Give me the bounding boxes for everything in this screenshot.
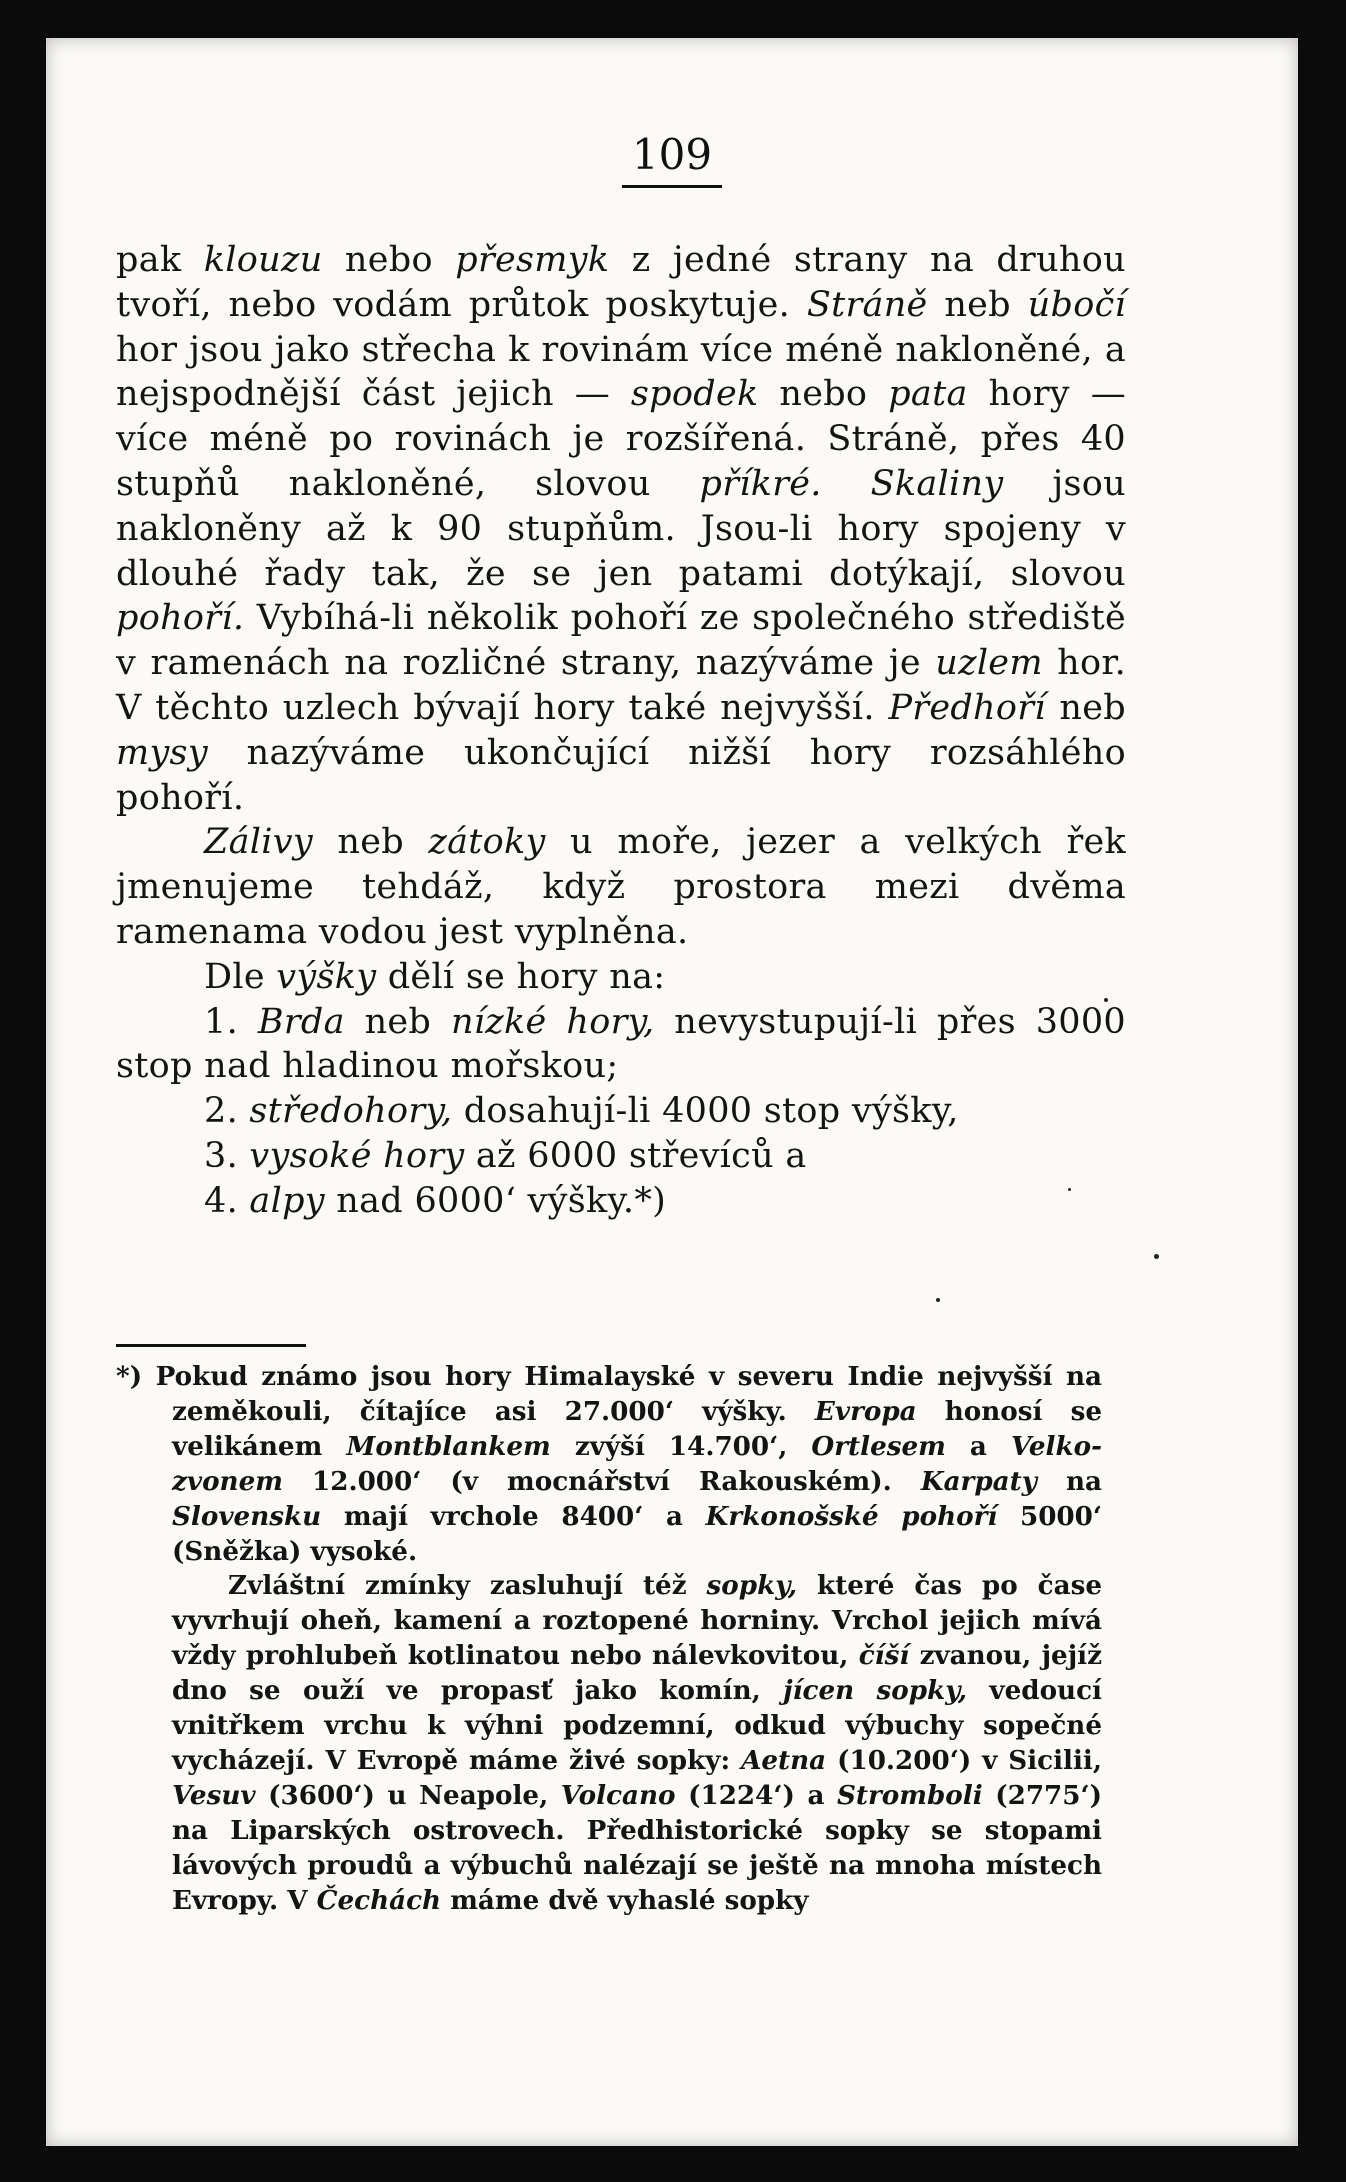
text-run: Zvláštní zmínky zasluhují též [228, 1570, 707, 1602]
text-run: neb [312, 822, 429, 863]
italic-term: Montblankem [346, 1430, 551, 1462]
text-run: nebo [322, 240, 456, 280]
text-run: 4. [204, 1180, 250, 1221]
text-run: máme dvě vyhaslé sopky [441, 1884, 809, 1916]
italic-term: výšky [276, 956, 377, 997]
text-run: 2. [204, 1091, 250, 1132]
italic-term: nízké hory, [450, 1001, 655, 1042]
text-run: Vybíhá-li několik pohoří ze společného střediště v ramenách na rozličné strany, nazýváme je [116, 598, 1126, 684]
text-run: (3600‘) u Neapole, [255, 1779, 561, 1811]
text-run: 5000‘ (Sněžka) vysoké. [172, 1500, 1102, 1567]
italic-term: číší [858, 1640, 910, 1672]
text-run: nebo [758, 374, 889, 415]
text-run: až 6000 střevíců a [464, 1135, 807, 1176]
text-run: a [945, 1430, 1011, 1462]
italic-term: přesmyk [455, 240, 610, 280]
italic-term: Volcano [560, 1779, 676, 1811]
main-text [116, 238, 1126, 1224]
italic-term: vysoké hory [249, 1135, 465, 1176]
text-run: neb [1045, 687, 1126, 728]
italic-term: klouzu [203, 240, 323, 280]
text-run: neb [344, 1001, 451, 1042]
text-run: pak [116, 240, 204, 280]
italic-term: Skaliny [870, 463, 1004, 504]
text-run: 3. [204, 1135, 250, 1176]
italic-term: příkré. [699, 463, 822, 504]
main-paragraph [116, 1089, 1126, 1134]
text-run: (10.200‘) v Sicilii, [826, 1744, 1102, 1776]
text-run: hor. V těchto uzlech bývají hory také nejvyšší. [116, 643, 1127, 728]
main-paragraph [116, 820, 1126, 954]
italic-term: Čechách [316, 1884, 442, 1916]
text-run: nevystupují-li přes 3000 stop nad hladinou mořskou; [116, 1001, 1126, 1087]
footnote-paragraph [116, 1360, 1103, 1569]
footnote-paragraph [172, 1569, 1102, 1918]
main-paragraph [116, 1134, 1126, 1179]
scan-speck [1068, 1188, 1071, 1191]
italic-term: spodek [630, 374, 759, 415]
italic-term: úbočí [1027, 284, 1126, 325]
text-run: zvýší 14.700‘, [550, 1430, 812, 1462]
scan-speck [1154, 1254, 1159, 1259]
text-run: mají vrchole 8400‘ a [321, 1500, 706, 1532]
italic-term: středohory, [249, 1091, 453, 1132]
text-run: honosí se velikánem [172, 1395, 1103, 1462]
italic-term: Evropa [814, 1395, 917, 1427]
italic-term: alpy [249, 1180, 325, 1221]
text-run [822, 464, 871, 504]
main-paragraph [116, 955, 1126, 1000]
italic-term: Zálivy [204, 822, 313, 863]
footnote-rule [116, 1344, 306, 1347]
text-run: nad 6000‘ výšky.*) [324, 1180, 667, 1221]
page-number-text: 109 [622, 130, 722, 188]
italic-term: Karpaty [920, 1465, 1037, 1497]
text-run: dosahují-li 4000 stop výšky, [452, 1091, 959, 1132]
italic-term: pohoří. [116, 598, 245, 639]
scan-speck [936, 1298, 940, 1302]
text-run: (2775‘) na Liparských ostrovech. Předhistorické sopky se stopami lávových proudů a výbuchů nalézají se ještě na mnoha místech Evropy. V [172, 1779, 1102, 1916]
text-run: hor jsou jako střecha k rovinám více méně nakloněné, a nejspodnější část jejich — [116, 329, 1126, 415]
text-run: dělí se hory na: [376, 956, 666, 997]
text-run: na [1036, 1465, 1103, 1497]
text-run: nazýváme ukončující nižší hory rozsáhlého pohoří. [116, 732, 1126, 818]
italic-term: Vesuv [172, 1779, 256, 1811]
italic-term: Brda [257, 1001, 345, 1042]
italic-term: zátoky [428, 822, 546, 863]
italic-term: sopky, [706, 1570, 798, 1602]
text-run: Dle [204, 956, 277, 997]
italic-term: Velko-zvonem [172, 1430, 1102, 1497]
text-run: které čas po čase vyvrhují oheň, kamení a roztopené horniny. Vrchol jejich mívá vždy prohlubeň kotlinatou nebo nálevkovitou, [172, 1570, 1102, 1672]
italic-term: Krkonošské pohoří [705, 1500, 998, 1532]
main-paragraph [116, 1179, 1126, 1224]
italic-term: Předhoří [888, 687, 1046, 728]
text-run: *) Pokud známo jsou hory Himalayské v severu Indie nejvyšší na zeměkouli, čítajíce asi 27.000‘ výšky. [116, 1361, 1102, 1427]
text-run: vedoucí vnitřkem vrchu k výhni podzemní, odkud výbuchy sopečné vycházejí. V Evropě máme živé sopky: [172, 1675, 1102, 1776]
text-run: hory — více méně po rovinách je rozšířená. Stráně, přes 40 stupňů nakloněné, slovou [116, 374, 1126, 504]
italic-term: Aetna [741, 1744, 827, 1776]
text-run: jsou nakloněny až k 90 stupňům. Jsou-li hory spojeny v dlouhé řady tak, že se jen patami dotýkají, slovou [116, 463, 1126, 594]
text-run: z jedné strany na druhou tvoří, nebo vodám průtok poskytuje. [116, 240, 1126, 325]
text-run: zvanou, jejíž dno se ouží ve propasť jako komín, [172, 1640, 1102, 1707]
text-run: 1. [204, 1001, 258, 1042]
italic-term: mysy [116, 732, 208, 773]
text-run: 12.000‘ (v mocnářství Rakouském). [282, 1465, 921, 1497]
page-number [46, 130, 1298, 179]
italic-term: Stromboli [836, 1779, 983, 1811]
text-run: u moře, jezer a velkých řek jmenujeme tehdáž, když prostora mezi dvěma ramenama vodou jest vyplněna. [116, 822, 1126, 952]
italic-term: Slovensku [172, 1500, 322, 1532]
scan-speck [1104, 998, 1108, 1002]
italic-term: Ortlesem [811, 1430, 946, 1462]
main-paragraph [116, 1000, 1126, 1090]
text-run: neb [927, 284, 1028, 325]
main-paragraph [116, 238, 1126, 820]
italic-term: pata [888, 374, 968, 415]
italic-term: uzlem [935, 643, 1043, 684]
italic-term: jícen sopky, [783, 1675, 968, 1707]
text-run: (1224‘) a [675, 1779, 837, 1811]
book-page [46, 38, 1298, 2146]
footnotes [116, 1360, 1103, 1919]
italic-term: Stráně [806, 284, 928, 325]
